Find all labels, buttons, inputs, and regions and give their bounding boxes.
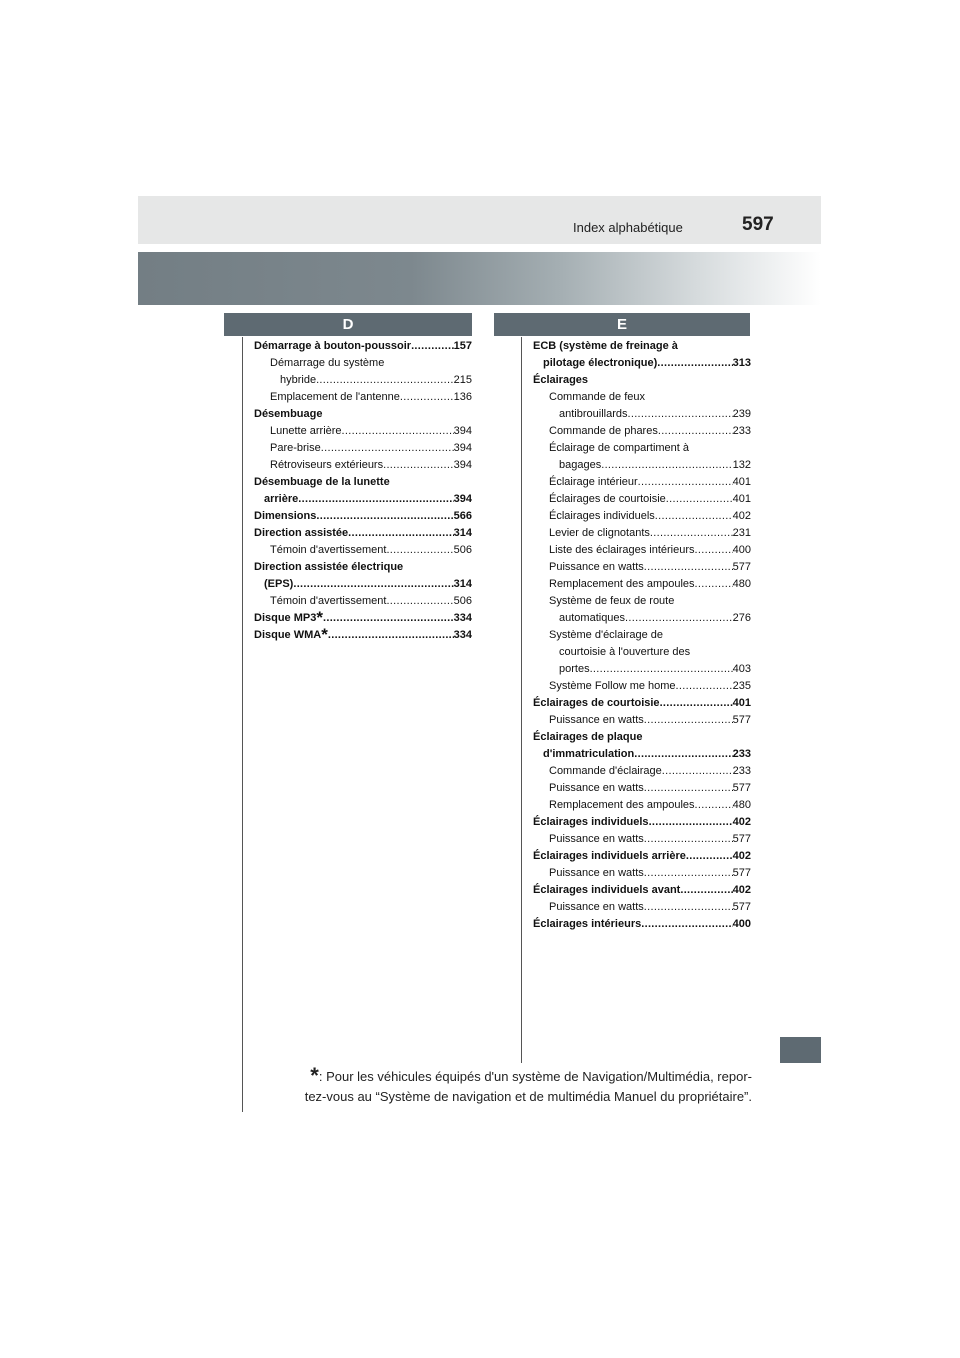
index-entry [533,542,751,559]
index-entry [533,848,751,865]
entry-text: hybride [280,374,317,386]
entry-page: 401 [732,697,751,709]
leader-dots [695,576,733,593]
leader-dots [655,508,733,525]
entry-text: Système d'éclairage de [549,629,663,641]
column-divider [521,337,522,1063]
entry-text: Puissance en watts [549,901,644,913]
index-entry: Disque MP3 * ..... 334 [254,610,472,627]
index-entry [254,440,472,457]
entry-text: Éclairages individuels [533,816,649,828]
leader-dots [638,474,733,491]
index-entry [533,712,751,729]
entry-text: Éclairage intérieur [549,476,638,488]
index-entry [254,355,472,372]
section-title: Index alphabétique [573,220,683,235]
entry-page: 480 [732,799,751,811]
index-entry [533,797,751,814]
entry-text: antibrouillards [559,408,628,420]
entry-page: 132 [732,459,751,471]
index-column-e [533,338,751,933]
index-entry [254,372,472,389]
entry-page: 480 [732,578,751,590]
leader-dots [644,712,733,729]
leader-dots [644,831,733,848]
letter-heading-e: E [494,313,750,336]
entry-text: (EPS) [264,578,294,590]
index-column-d [254,338,472,644]
leader-dots [641,916,732,933]
index-entry [533,729,751,746]
index-entry [533,882,751,899]
entry-page: 577 [732,561,751,573]
entry-page: 276 [732,612,751,624]
leader-dots [383,457,454,474]
index-entry [533,780,751,797]
entry-page: 402 [732,884,751,896]
entry-text: Éclairages individuels avant [533,884,681,896]
index-entry [533,559,751,576]
entry-text: Levier de clignotants [549,527,650,539]
index-entry [533,831,751,848]
index-entry: Disque WMA * ..... 334 [254,627,472,644]
index-entry [533,763,751,780]
entry-page: 334 [453,612,472,624]
index-entry [533,508,751,525]
entry-text: Emplacement de l'antenne [270,391,400,403]
entry-page: 394 [453,459,472,471]
entry-page: 233 [732,765,751,777]
index-entry [533,695,751,712]
entry-text: Disque WMA [254,629,322,641]
index-entry [254,559,472,576]
index-entry [533,661,751,678]
entry-page: 577 [732,833,751,845]
entry-text: Commande de phares [549,425,658,437]
entry-text: Commande de feux [549,391,645,403]
entry-page: 314 [453,578,472,590]
page-number: 597 [742,214,774,235]
index-entry [533,474,751,491]
index-entry [533,423,751,440]
leader-dots [321,440,454,457]
entry-page: 403 [732,663,751,675]
leader-dots [695,797,733,814]
leader-dots [658,423,733,440]
footnote-line-2: tez-vous au “Système de navigation et de multimédia Manuel du propriétaire”. [304,1089,752,1104]
index-entry [533,610,751,627]
header-bar [138,196,821,244]
entry-page: 506 [453,595,472,607]
entry-text: Puissance en watts [549,714,644,726]
entry-text: Témoin d'avertissement [270,544,387,556]
leader-dots [657,355,732,372]
entry-text: Disque MP3 [254,612,317,624]
entry-page: 400 [732,918,751,930]
entry-text: Éclairages individuels [549,510,655,522]
entry-text: Système de feux de route [549,595,675,607]
index-entry [254,491,472,508]
section-tab [780,1037,821,1063]
entry-text: automatiques [559,612,626,624]
index-entry [533,644,751,661]
entry-text: Témoin d'avertissement [270,595,387,607]
entry-text: Pare-brise [270,442,321,454]
entry-page: 233 [732,425,751,437]
leader-dots [342,423,454,440]
leader-dots [316,372,454,389]
entry-text: courtoisie à l'ouverture des [559,646,691,658]
leader-dots [634,746,732,763]
index-entry [533,457,751,474]
entry-text: Remplacement des ampoules [549,799,695,811]
entry-text: Démarrage du système [270,357,385,369]
entry-text: Puissance en watts [549,867,644,879]
index-entry [254,338,472,355]
index-entry [533,576,751,593]
leader-dots [644,780,733,797]
leader-dots [644,865,733,882]
leader-dots [400,389,454,406]
entry-text: Éclairages intérieurs [533,918,642,930]
leader-dots [601,457,732,474]
index-entry [254,389,472,406]
index-entry [533,814,751,831]
index-entry [254,542,472,559]
leader-dots [644,559,733,576]
leader-dots [686,848,733,865]
index-entry [533,627,751,644]
entry-page: 401 [732,476,751,488]
index-entry [254,406,472,423]
footnote-line-1: : Pour les véhicules équipés d'un système de Navigation/Multimédia, repor- [318,1069,752,1084]
leader-dots [666,491,733,508]
index-entry [254,593,472,610]
leader-dots [590,661,733,678]
index-entry [533,746,751,763]
index-entry [254,508,472,525]
entry-page: 566 [453,510,472,522]
index-entry [533,440,751,457]
index-entry [254,525,472,542]
entry-page: 577 [732,782,751,794]
entry-text: Puissance en watts [549,561,644,573]
entry-text: Lunette arrière [270,425,342,437]
entry-text: Démarrage à bouton-poussoir [254,340,412,352]
index-entry [533,389,751,406]
entry-page: 577 [732,901,751,913]
entry-page: 401 [732,493,751,505]
index-entry [533,593,751,610]
entry-page: 313 [732,357,751,369]
leader-dots [316,508,453,525]
entry-page: 334 [453,629,472,641]
index-entry [533,491,751,508]
entry-text: Liste des éclairages intérieurs [549,544,695,556]
entry-text: Remplacement des ampoules [549,578,695,590]
leader-dots [328,627,454,644]
entry-page: 239 [732,408,751,420]
entry-text: arrière [264,493,299,505]
entry-page: 402 [732,816,751,828]
leader-dots [680,882,732,899]
entry-text: Puissance en watts [549,782,644,794]
entry-page: 400 [732,544,751,556]
entry-text: Éclairages de plaque [533,731,643,743]
entry-page: 314 [453,527,472,539]
entry-page: 235 [732,680,751,692]
entry-text: Désembuage de la lunette [254,476,390,488]
entry-text: Éclairages [533,374,589,386]
entry-page: 233 [732,748,751,760]
entry-page: 577 [732,867,751,879]
entry-page: 157 [453,340,472,352]
index-entry [533,355,751,372]
entry-page: 394 [453,442,472,454]
entry-text: Éclairages de courtoisie [549,493,666,505]
entry-page: 136 [453,391,472,403]
entry-text: pilotage électronique) [543,357,658,369]
leader-dots [348,525,453,542]
index-entry [533,916,751,933]
entry-text: Dimensions [254,510,317,522]
leader-dots [676,678,733,695]
entry-text: Direction assistée électrique [254,561,404,573]
entry-text: Éclairages individuels arrière [533,850,686,862]
leader-dots [649,814,733,831]
entry-text: Désembuage [254,408,323,420]
entry-page: 577 [732,714,751,726]
decorative-band [138,252,821,305]
leader-dots [627,406,732,423]
entry-page: 394 [453,425,472,437]
leader-dots [644,899,733,916]
left-rule [242,337,243,1112]
leader-dots [411,338,454,355]
entry-text: Éclairages de courtoisie [533,697,660,709]
footnote-star: * [310,1063,319,1088]
leader-dots [650,525,733,542]
index-entry [533,525,751,542]
letter-heading-d: D [224,313,472,336]
index-entry [254,423,472,440]
index-entry [533,678,751,695]
leader-dots [386,593,453,610]
leader-dots [386,542,453,559]
index-entry [254,474,472,491]
entry-page: 402 [732,510,751,522]
entry-page: 215 [453,374,472,386]
index-entry [254,576,472,593]
entry-page: 402 [732,850,751,862]
leader-dots [660,695,733,712]
entry-page: 394 [453,493,472,505]
leader-dots [625,610,733,627]
index-entry [533,899,751,916]
leader-dots [293,576,453,593]
entry-text: bagages [559,459,602,471]
leader-dots [695,542,733,559]
leader-dots [662,763,733,780]
entry-text: Système Follow me home [549,680,676,692]
footnote [252,1063,752,1107]
entry-text: Éclairage de compartiment à [549,442,690,454]
entry-page: 231 [732,527,751,539]
index-entry [533,372,751,389]
index-entry [533,338,751,355]
leader-dots [298,491,453,508]
entry-text: portes [559,663,590,675]
entry-text: d'immatriculation [543,748,635,760]
index-entry [254,457,472,474]
leader-dots [323,610,454,627]
entry-text: Rétroviseurs extérieurs [270,459,384,471]
entry-text: ECB (système de freinage à [533,340,678,352]
index-entry [533,406,751,423]
entry-page: 506 [453,544,472,556]
entry-text: Puissance en watts [549,833,644,845]
index-entry [533,865,751,882]
entry-text: Direction assistée [254,527,349,539]
entry-text: Commande d'éclairage [549,765,662,777]
